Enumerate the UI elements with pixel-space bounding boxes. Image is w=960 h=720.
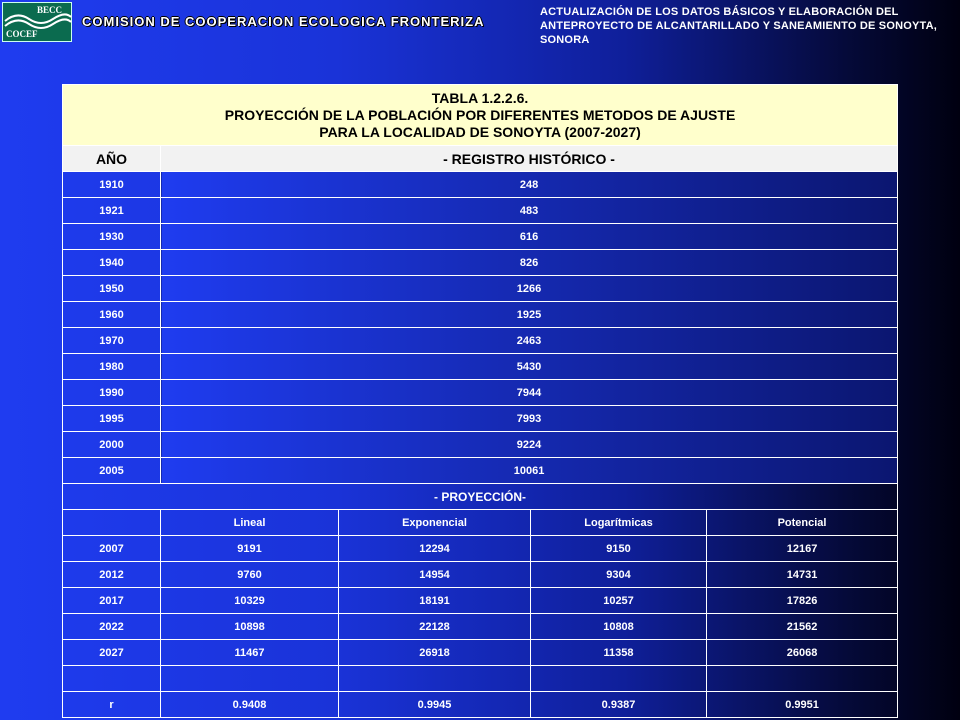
history-value: 9224 (161, 432, 898, 458)
history-year: 1910 (63, 172, 161, 198)
history-value: 1925 (161, 302, 898, 328)
projection-lineal: 9191 (161, 536, 339, 562)
method-header-blank (63, 510, 161, 536)
history-year: 2000 (63, 432, 161, 458)
history-year: 1990 (63, 380, 161, 406)
history-value: 5430 (161, 354, 898, 380)
projection-exponencial: 18191 (339, 588, 531, 614)
history-value: 7993 (161, 406, 898, 432)
r-logaritmicas: 0.9387 (531, 692, 707, 718)
history-value: 483 (161, 198, 898, 224)
empty-cell (531, 666, 707, 692)
method-header-potencial: Potencial (707, 510, 898, 536)
population-table (62, 84, 897, 718)
empty-cell (63, 666, 161, 692)
org-title: COMISION DE COOPERACION ECOLOGICA FRONTERIZA (82, 14, 485, 29)
projection-exponencial: 14954 (339, 562, 531, 588)
projection-logaritmicas: 9304 (531, 562, 707, 588)
projection-header: - PROYECCIÓN- (63, 484, 898, 510)
projection-logaritmicas: 10257 (531, 588, 707, 614)
projection-potencial: 14731 (707, 562, 898, 588)
history-year: 1960 (63, 302, 161, 328)
becc-cocef-logo (2, 2, 72, 42)
method-header-logaritmicas: Logarítmicas (531, 510, 707, 536)
history-year: 1970 (63, 328, 161, 354)
projection-lineal: 9760 (161, 562, 339, 588)
projection-lineal: 11467 (161, 640, 339, 666)
history-year: 1930 (63, 224, 161, 250)
history-value: 826 (161, 250, 898, 276)
history-year: 1995 (63, 406, 161, 432)
history-value: 1266 (161, 276, 898, 302)
history-value: 616 (161, 224, 898, 250)
projection-year: 2012 (63, 562, 161, 588)
projection-potencial: 21562 (707, 614, 898, 640)
r-label: r (63, 692, 161, 718)
projection-exponencial: 26918 (339, 640, 531, 666)
table-title-line2: PROYECCIÓN DE LA POBLACIÓN POR DIFERENTES METODOS DE AJUSTE (224, 106, 736, 123)
history-value: 7944 (161, 380, 898, 406)
history-year: 1980 (63, 354, 161, 380)
year-header: AÑO (63, 146, 161, 172)
projection-lineal: 10329 (161, 588, 339, 614)
method-header-exponencial: Exponencial (339, 510, 531, 536)
empty-cell (707, 666, 898, 692)
history-value: 10061 (161, 458, 898, 484)
projection-exponencial: 12294 (339, 536, 531, 562)
logo-becc-text: BECC (37, 5, 63, 15)
history-year: 1940 (63, 250, 161, 276)
projection-year: 2022 (63, 614, 161, 640)
project-description: ACTUALIZACIÓN DE LOS DATOS BÁSICOS Y ELABORACIÓN DEL ANTEPROYECTO DE ALCANTARILLADO Y SANEAMIENTO DE SONOYTA, SONORA (540, 6, 938, 46)
logo-cocef-text: COCEF (6, 29, 38, 39)
projection-logaritmicas: 11358 (531, 640, 707, 666)
projection-logaritmicas: 9150 (531, 536, 707, 562)
table-title-line3: PARA LA LOCALIDAD DE SONOYTA (2007-2027) (319, 123, 641, 140)
table-title (63, 85, 898, 146)
history-year: 2005 (63, 458, 161, 484)
history-header: - REGISTRO HISTÓRICO - (161, 146, 898, 172)
projection-year: 2017 (63, 588, 161, 614)
r-potencial: 0.9951 (707, 692, 898, 718)
r-exponencial: 0.9945 (339, 692, 531, 718)
r-lineal: 0.9408 (161, 692, 339, 718)
method-header-lineal: Lineal (161, 510, 339, 536)
history-value: 2463 (161, 328, 898, 354)
projection-exponencial: 22128 (339, 614, 531, 640)
empty-cell (339, 666, 531, 692)
history-year: 1950 (63, 276, 161, 302)
projection-potencial: 17826 (707, 588, 898, 614)
projection-potencial: 12167 (707, 536, 898, 562)
table-title-line1: TABLA 1.2.2.6. (431, 89, 529, 106)
projection-logaritmicas: 10808 (531, 614, 707, 640)
projection-year: 2027 (63, 640, 161, 666)
history-value: 248 (161, 172, 898, 198)
projection-lineal: 10898 (161, 614, 339, 640)
projection-year: 2007 (63, 536, 161, 562)
history-year: 1921 (63, 198, 161, 224)
empty-cell (161, 666, 339, 692)
projection-potencial: 26068 (707, 640, 898, 666)
